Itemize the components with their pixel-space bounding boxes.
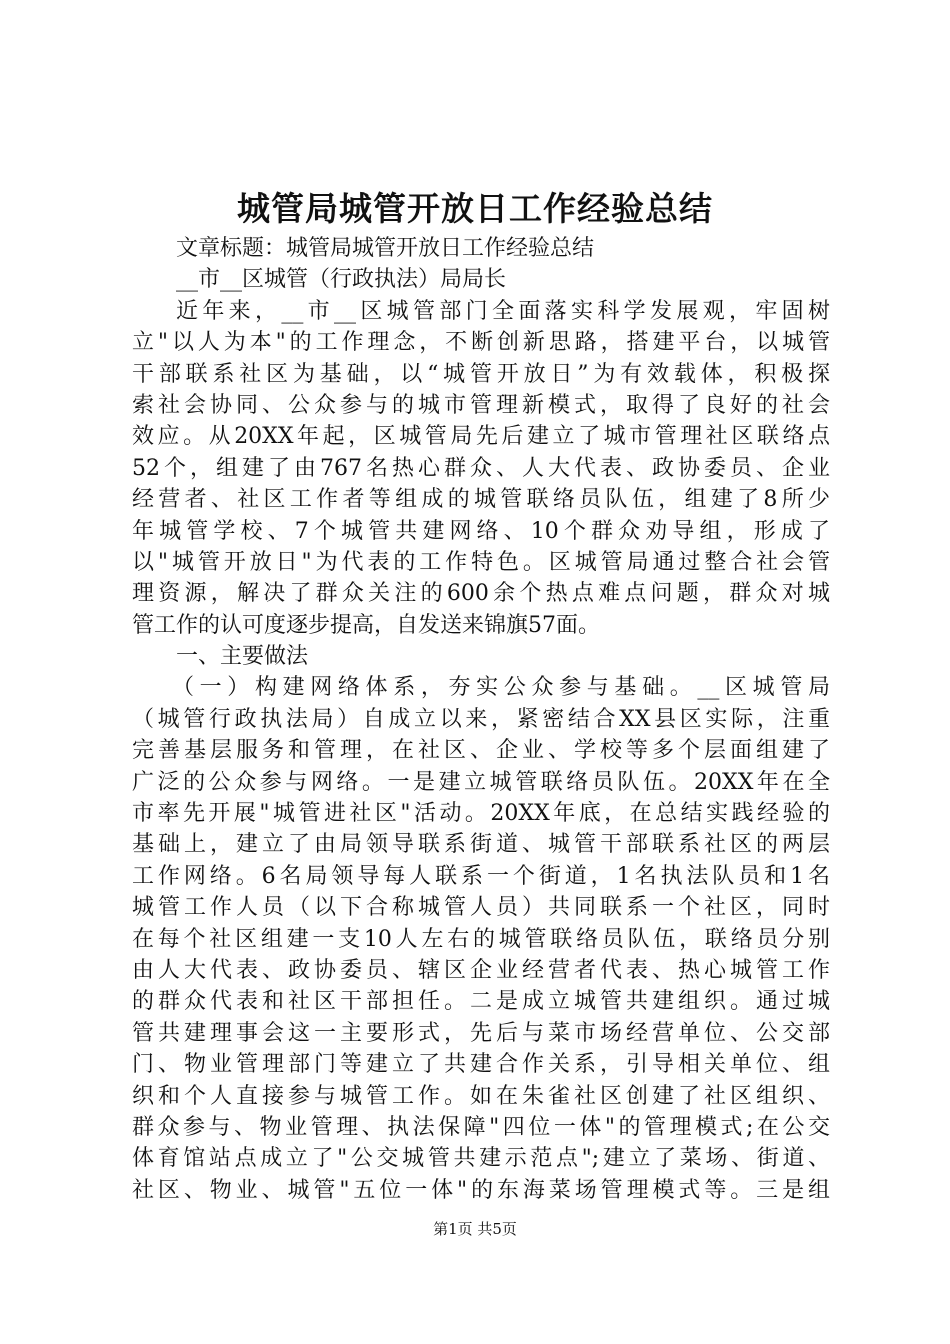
paragraph-line: 体育馆站点成立了"公交城管共建示范点";建立了菜场、街道、 [132, 1146, 830, 1172]
paragraph-line: 管共建理事会这一主要形式，先后与菜市场经营单位、公交部 [132, 1020, 830, 1046]
document-title: 城管局城管开放日工作经验总结 [237, 189, 713, 228]
paragraph-line: 理资源，解决了群众关注的600余个热点难点问题，群众对城 [132, 581, 830, 607]
paragraph-line: 群众参与、物业管理、执法保障"四位一体"的管理模式;在公交 [132, 1114, 830, 1140]
paragraph-line: 工作网络。6名局领导每人联系一个街道，1名执法队员和1名 [132, 863, 830, 889]
paragraph-line: 以"城管开放日"为代表的工作特色。区城管局通过整合社会管 [132, 549, 830, 575]
paragraph-line: 效应。从20XX年起，区城管局先后建立了城市管理社区联络点 [132, 424, 830, 450]
paragraph-line: 基础上，建立了由局领导联系街道、城管干部联系社区的两层 [132, 832, 830, 858]
author-line: __市__区城管（行政执法）局局长 [176, 267, 507, 293]
paragraph-line: 的群众代表和社区干部担任。二是成立城管共建组织。通过城 [132, 989, 830, 1015]
paragraph-line: 由人大代表、政协委员、辖区企业经营者代表、热心城管工作 [132, 957, 830, 983]
document-body [132, 233, 830, 1206]
paragraph-line: 在每个社区组建一支10人左右的城管联络员队伍，联络员分别 [132, 926, 830, 952]
paragraph-line: 织和个人直接参与城管工作。如在朱雀社区创建了社区组织、 [132, 1083, 830, 1109]
paragraph-line: （城管行政执法局）自成立以来，紧密结合XX县区实际，注重 [132, 706, 830, 732]
paragraph-line: 立"以人为本"的工作理念，不断创新思路，搭建平台，以城管 [132, 330, 830, 356]
paragraph-line: 完善基层服务和管理，在社区、企业、学校等多个层面组建了 [132, 738, 830, 764]
page-footer: 第1页 共5页 [433, 1220, 517, 1238]
paragraph-line: 52个，组建了由767名热心群众、人大代表、政协委员、企业 [132, 455, 830, 481]
paragraph-line: 门、物业管理部门等建立了共建合作关系，引导相关单位、组 [132, 1052, 830, 1078]
paragraph-line: 年城管学校、7个城管共建网络、10个群众劝导组，形成了 [132, 518, 830, 544]
paragraph-line: 干部联系社区为基础，以“城管开放日”为有效载体，积极探 [132, 361, 830, 387]
article-title-line: 文章标题：城管局城管开放日工作经验总结 [176, 236, 595, 261]
paragraph-line: 城管工作人员（以下合称城管人员）共同联系一个社区，同时 [132, 895, 830, 921]
paragraph-line: 广泛的公众参与网络。一是建立城管联络员队伍。20XX年在全 [132, 769, 830, 795]
paragraph-line: 管工作的认可度逐步提高，自发送来锦旗57面。 [132, 612, 600, 638]
paragraph-line: 市率先开展"城管进社区"活动。20XX年底，在总结实践经验的 [132, 801, 830, 827]
paragraph-line: 索社会协同、公众参与的城市管理新模式，取得了良好的社会 [132, 392, 830, 418]
paragraph-line: （一）构建网络体系，夯实公众参与基础。__区城管局 [172, 675, 830, 701]
paragraph-line: 经营者、社区工作者等组成的城管联络员队伍，组建了8所少 [132, 487, 830, 513]
paragraph-line: 社区、物业、城管"五位一体"的东海菜场管理模式等。三是组 [132, 1177, 830, 1203]
paragraph-line: 近年来，__市__区城管部门全面落实科学发展观，牢固树 [176, 298, 830, 324]
section-heading: 一、主要做法 [176, 644, 309, 670]
